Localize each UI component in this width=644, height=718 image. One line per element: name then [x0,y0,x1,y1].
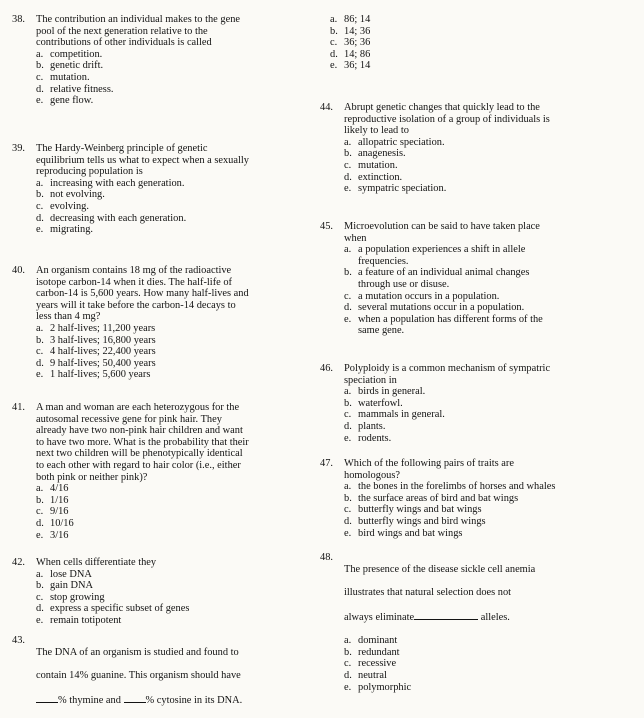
question-number: 40. [12,265,25,276]
option-b: b. 3 half-lives; 16,800 years [36,334,156,346]
question-38 [12,14,240,107]
options-list [344,635,535,693]
options-list [344,137,550,195]
option-b: b. redundant [344,646,400,658]
option-a: a. increasing with each generation. [36,177,185,189]
option-a: a. 2 half-lives; 11,200 years [36,322,156,334]
question-44 [320,102,550,195]
option-e: e. gene flow. [36,95,94,107]
question-number: 47. [320,458,333,469]
question-number: 41. [12,402,25,413]
options-list [344,244,543,337]
option-a: a. competition. [36,48,103,60]
question-48 [320,552,535,693]
option-a: a. allopatric speciation. [344,136,445,148]
answer-blank [124,693,146,703]
option-d: d. plants. [344,420,386,432]
option-b: b. the surface areas of bird and bat wings [344,492,519,504]
option-a: a. a population experiences a shift in allele frequencies. [344,244,526,267]
question-stem: Which of the following pairs of traits are homologous? [344,458,514,481]
question-stem: When cells differentiate they [36,557,157,568]
question-stem: An organism contains 18 mg of the radioactive isotope carbon-14 when it dies. The half-life of carbon-14 is 5,600 years. How many half-lives and years will it take before the carbon-14 decays to less than 4 mg? [36,265,249,323]
option-c: c. mutation. [344,159,398,171]
question-stem: Microevolution can be said to have taken place when [344,221,540,244]
option-e: e. remain totipotent [36,614,122,626]
question-number: 39. [12,143,25,154]
option-e: e. 1 half-lives; 5,600 years [36,369,151,381]
option-c: c. mammals in general. [344,409,445,421]
option-b: b. 1/16 [36,494,69,506]
question-43-options [320,14,370,72]
option-e: e. polymorphic [344,681,412,693]
question-41 [12,402,249,541]
option-e: e. 3/16 [36,529,69,541]
option-d: d. extinction. [344,171,403,183]
option-e: e. bird wings and bat wings [344,527,463,539]
option-e: e. when a population has different forms of the same gene. [344,313,543,337]
question-stem: A man and woman are each heterozygous for the autosomal recessive gene for pink hair. They already have two non-pink hair children and want to have two more. What is the probability that their next two children will be phenotypically identical to each other with regard to hair color (i.e., either both pink or neither pink)? [36,402,249,483]
options-list [36,178,249,236]
option-b: b. a feature of an individual animal changes through use or disuse. [344,267,530,290]
option-a: a. 86; 14 [330,14,371,25]
question-stem: The Hardy-Weinberg principle of genetic equilibrium tells us what to expect when a sexually reproducing population is [36,143,249,178]
option-a: a. 4/16 [36,483,69,495]
option-b: b. not evolving. [36,189,105,201]
answer-blank [414,610,478,620]
question-number: 45. [320,221,333,232]
question-47 [320,458,555,539]
option-c: c. 4 half-lives; 22,400 years [36,346,156,358]
option-c: c. 36; 36 [330,37,371,49]
option-c: c. recessive [344,658,397,670]
question-number: 42. [12,557,25,568]
question-number: 46. [320,363,333,374]
options-list [344,386,550,444]
option-a: a. lose DNA [36,568,92,580]
options-list [344,481,555,539]
question-stem: The contribution an individual makes to the gene pool of the next generation relative to the contributions of other individuals is called [36,14,241,49]
option-c: c. stop growing [36,591,105,603]
options-list [36,323,249,381]
question-stem: The presence of the disease sickle cell anemia illustrates that natural selection does not always eliminate alleles. [344,563,536,623]
option-c: c. evolving. [36,200,89,212]
options-list [330,14,370,72]
option-c: c. a mutation occurs in a population. [344,290,500,302]
option-e: e. sympatric speciation. [344,183,447,195]
option-d: d. butterfly wings and bird wings [344,515,486,527]
option-b: b. 14; 36 [330,25,371,37]
option-c: c. 9/16 [36,506,69,518]
option-b: b. genetic drift. [36,60,104,72]
options-list [36,569,189,627]
option-e: e. migrating. [36,224,93,236]
option-b: b. gain DNA [36,580,93,592]
option-c: c. mutation. [36,71,90,83]
question-number: 43. [12,635,25,646]
question-45 [320,221,543,337]
option-e: e. rodents. [344,432,392,444]
question-43 [12,635,242,718]
option-e: e. 36; 14 [330,60,371,72]
option-d: d. 9 half-lives; 50,400 years [36,357,156,369]
question-stem: Abrupt genetic changes that quickly lead to the reproductive isolation of a group of individuals is likely to lead to [344,102,550,137]
option-d: d. 14; 86 [330,48,371,60]
options-list [36,483,249,541]
option-d: d. 10/16 [36,517,74,529]
answer-blank [36,693,58,703]
option-d: d. express a specific subset of genes [36,603,190,615]
option-b: b. waterfowl. [344,397,403,409]
question-42 [12,557,189,627]
question-40 [12,265,249,381]
option-a: a. birds in general. [344,386,426,398]
question-stem: The DNA of an organism is studied and found to contain 14% guanine. This organism should have % thymine and % cytosine in its DNA. [36,646,243,706]
option-c: c. butterfly wings and bat wings [344,504,482,516]
question-39 [12,143,249,236]
option-d: d. relative fitness. [36,83,114,95]
question-stem: Polyploidy is a common mechanism of sympatric speciation in [344,363,551,386]
option-b: b. anagenesis. [344,148,406,160]
question-number: 44. [320,102,333,113]
question-number: 48. [320,552,333,563]
option-a: a. the bones in the forelimbs of horses and whales [344,481,556,493]
options-list [36,49,240,107]
question-number: 38. [12,14,25,25]
option-d: d. decreasing with each generation. [36,212,187,224]
option-d: d. several mutations occur in a population. [344,302,525,314]
option-d: d. neutral [344,669,387,681]
option-a: a. dominant [344,635,398,647]
question-46 [320,363,550,444]
